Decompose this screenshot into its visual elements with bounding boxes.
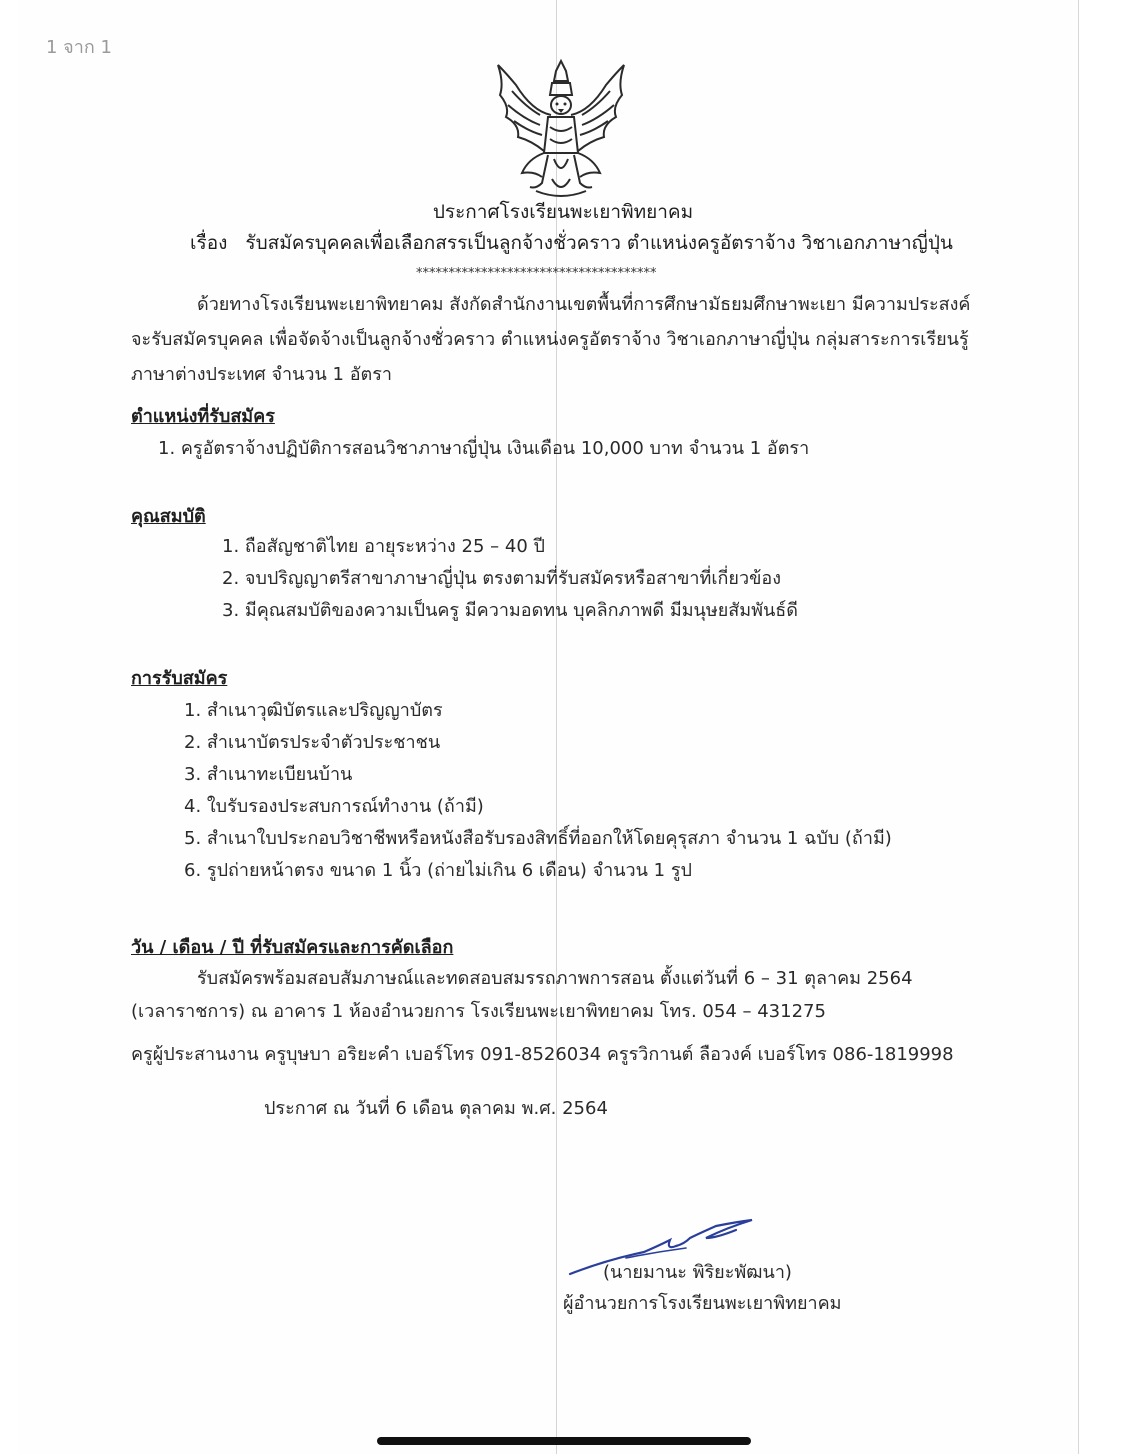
qualification-item: 2. จบปริญญาตรีสาขาภาษาญี่ปุ่น ตรงตามที่รับสมัครหรือสาขาที่เกี่ยวข้อง (222, 568, 781, 589)
intro-line: ภาษาต่างประเทศ จำนวน 1 อัตรา (131, 364, 392, 385)
subject-label: เรื่อง (190, 232, 228, 254)
home-indicator[interactable] (377, 1437, 751, 1445)
application-heading: การรับสมัคร (131, 668, 228, 689)
document-subject (190, 231, 953, 255)
garuda-emblem-icon (492, 55, 630, 203)
qualification-item: 1. ถือสัญชาติไทย อายุระหว่าง 25 – 40 ปี (222, 536, 545, 557)
position-heading: ตำแหน่งที่รับสมัคร (131, 406, 275, 427)
date-line: รับสมัครพร้อมสอบสัมภาษณ์และทดสอบสมรรถภาพการสอน ตั้งแต่วันที่ 6 – 31 ตุลาคม 2564 (197, 968, 913, 989)
intro-line: จะรับสมัครบุคคล เพื่อจัดจ้างเป็นลูกจ้างชั่วคราว ตำแหน่งครูอัตราจ้าง วิชาเอกภาษาญี่ปุ่น กลุ่มสาระการเรียนรู้ (131, 329, 969, 350)
document-title: ประกาศโรงเรียนพะเยาพิทยาคม (432, 201, 694, 223)
signer-position: ผู้อำนวยการโรงเรียนพะเยาพิทยาคม (563, 1293, 842, 1314)
subject-text: รับสมัครบุคคลเพื่อเลือกสรรเป็นลูกจ้างชั่วคราว ตำแหน่งครูอัตราจ้าง วิชาเอกภาษาญี่ปุ่น (245, 232, 953, 254)
application-item: 6. รูปถ่ายหน้าตรง ขนาด 1 นิ้ว (ถ่ายไม่เกิน 6 เดือน) จำนวน 1 รูป (184, 860, 692, 881)
application-item: 3. สำเนาทะเบียนบ้าน (184, 764, 353, 785)
application-item: 4. ใบรับรองประสบการณ์ทำงาน (ถ้ามี) (184, 796, 484, 817)
date-heading: วัน / เดือน / ปี ที่รับสมัครและการคัดเลือก (131, 937, 454, 958)
qualification-item: 3. มีคุณสมบัติของความเป็นครู มีความอดทน บุคลิกภาพดี มีมนุษยสัมพันธ์ดี (222, 600, 798, 621)
intro-line: ด้วยทางโรงเรียนพะเยาพิทยาคม สังกัดสำนักงานเขตพื้นที่การศึกษามัธยมศึกษาพะเยา มีความประสงค์ (197, 294, 971, 315)
separator-line: ************************************* (416, 266, 657, 281)
date-line: (เวลาราชการ) ณ อาคาร 1 ห้องอำนวยการ โรงเรียนพะเยาพิทยาคม โทร. 054 – 431275 (131, 1001, 826, 1022)
qualification-heading: คุณสมบัติ (131, 506, 206, 527)
signer-name: (นายมานะ พิริยะพัฒนา) (603, 1262, 792, 1283)
announcement-date: ประกาศ ณ วันที่ 6 เดือน ตุลาคม พ.ศ. 2564 (264, 1098, 608, 1119)
application-item: 5. สำเนาใบประกอบวิชาชีพหรือหนังสือรับรองสิทธิ์ที่ออกให้โดยคุรุสภา จำนวน 1 ฉบับ (ถ้ามี) (184, 828, 892, 849)
position-item: 1. ครูอัตราจ้างปฏิบัติการสอนวิชาภาษาญี่ปุ่น เงินเดือน 10,000 บาท จำนวน 1 อัตรา (158, 438, 810, 459)
application-item: 2. สำเนาบัตรประจำตัวประชาชน (184, 732, 441, 753)
contact-line: ครูผู้ประสานงาน ครูบุษบา อริยะคำ เบอร์โทร 091-8526034 ครูรวิกานต์ ลือวงค์ เบอร์โทร 086-1819998 (131, 1044, 954, 1065)
page-counter: 1 จาก 1 (46, 37, 112, 58)
application-item: 1. สำเนาวุฒิบัตรและปริญญาบัตร (184, 700, 443, 721)
